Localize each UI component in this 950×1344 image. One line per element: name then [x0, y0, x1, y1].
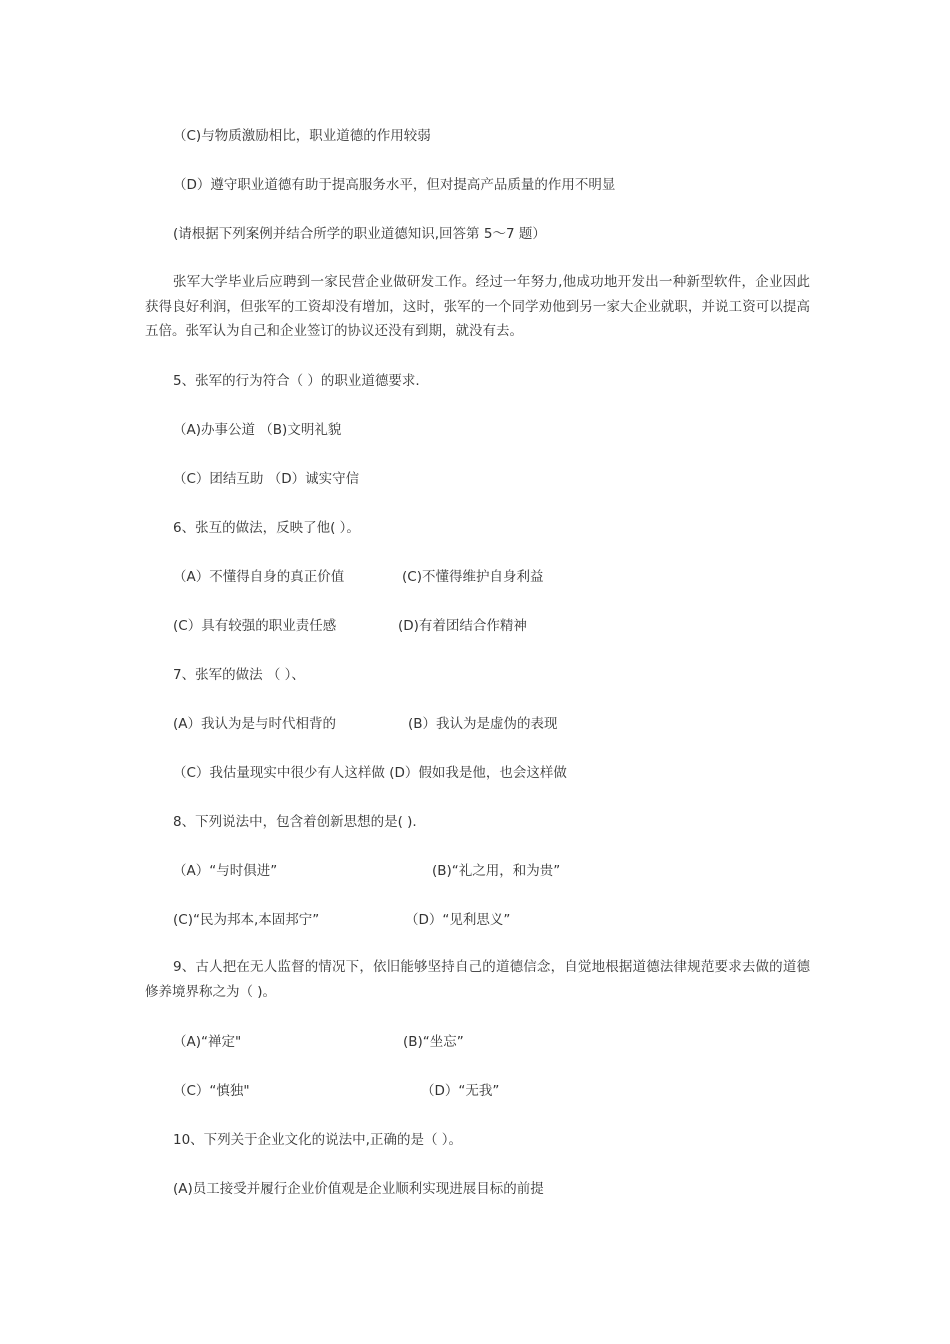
- option-line: （D）遵守职业道德有助于提高服务水平，但对提高产品质量的作用不明显: [173, 177, 616, 193]
- option-c: (C）具有较强的职业责任感: [173, 618, 337, 634]
- question-5: 5、张军的行为符合（ ）的职业道德要求.: [173, 373, 420, 389]
- option-b: (B)“礼之用，和为贵”: [432, 863, 561, 879]
- option-a: （A）不懂得自身的真正价值: [173, 569, 345, 585]
- option-line: （C）团结互助 （D）诚实守信: [173, 471, 360, 487]
- option-line: （C）我估量现实中很少有人这样做 (D）假如我是他，也会这样做: [173, 765, 567, 781]
- option-a: （A）“与时俱进”: [173, 863, 278, 879]
- option-d: （D）“无我”: [421, 1083, 500, 1099]
- option-c: (C)“民为邦本,本固邦宁”: [173, 912, 320, 928]
- option-b: (B）我认为是虚伪的表现: [408, 716, 558, 732]
- instruction-line: (请根据下列案例并结合所学的职业道德知识,回答第 5～7 题）: [173, 226, 546, 242]
- question-6: 6、张互的做法，反映了他( ）。: [173, 520, 360, 536]
- option-b: (B)“坐忘”: [403, 1034, 464, 1050]
- question-7: 7、张军的做法 （ ）、: [173, 667, 305, 683]
- question-9: 9、古人把在无人监督的情况下，依旧能够坚持自己的道德信念，自觉地根据道德法律规范要求去做的道德修养境界称之为（ )。: [145, 959, 810, 1000]
- case-paragraph: 张军大学毕业后应聘到一家民营企业做研发工作。经过一年努力,他成功地开发出一种新型软件，企业因此获得良好利润，但张军的工资却没有增加，这时，张军的一个同学劝他到另一家大企业就职，并说工资可以提高五倍。张军认为自己和企业签订的协议还没有到期，就没有去。: [145, 274, 810, 339]
- option-d: (D)有着团结合作精神: [398, 618, 527, 634]
- option-line: （C)与物质激励相比，职业道德的作用较弱: [173, 128, 431, 144]
- question-10: 10、下列关于企业文化的说法中,正确的是（ ）。: [173, 1132, 463, 1148]
- question-8: 8、下列说法中，包含着创新思想的是( ).: [173, 814, 417, 830]
- option-c: （C）“慎独": [173, 1083, 250, 1099]
- option-a: (A）我认为是与时代相背的: [173, 716, 337, 732]
- option-d: （D）“见利思义”: [405, 912, 511, 928]
- option-a: （A)“禅定": [173, 1034, 242, 1050]
- option-line: （A)办事公道 （B)文明礼貌: [173, 422, 342, 438]
- option-b: (C)不懂得维护自身利益: [402, 569, 544, 585]
- option-a: (A)员工接受并履行企业价值观是企业顺利实现进展目标的前提: [173, 1181, 544, 1197]
